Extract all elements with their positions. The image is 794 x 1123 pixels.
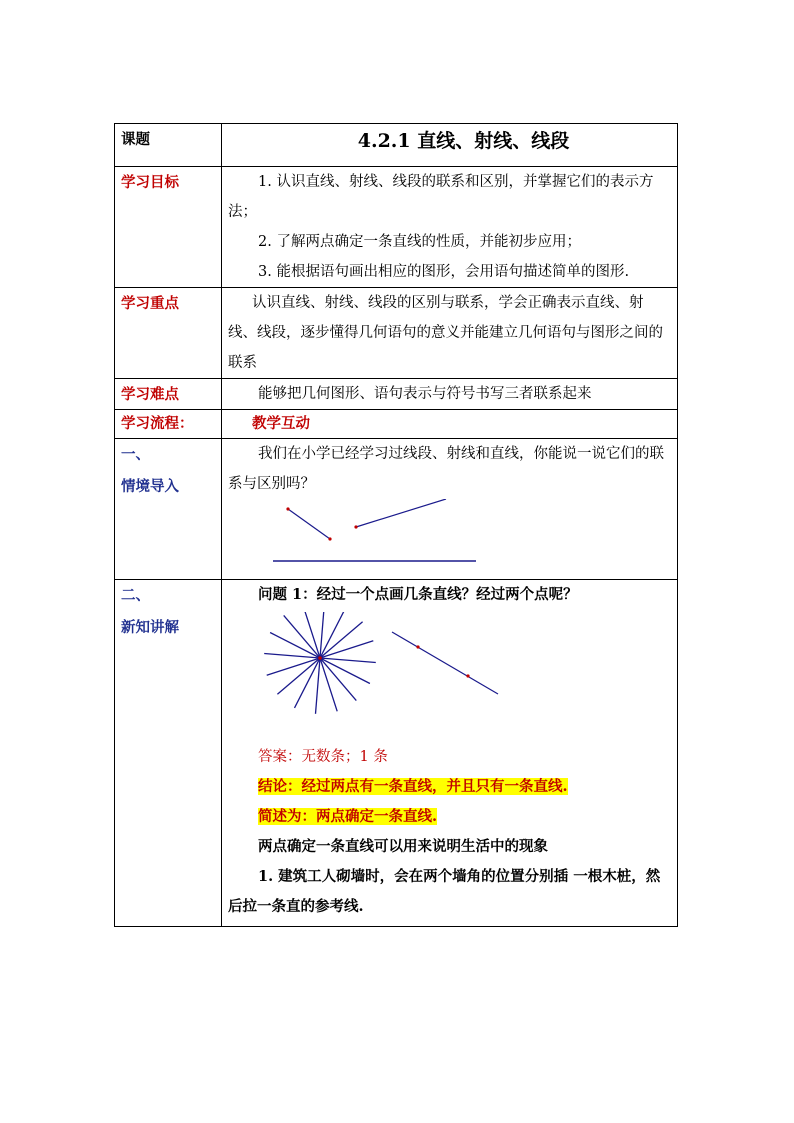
key-points-row [115,288,678,379]
section2-cell [222,580,678,927]
summary-text: 简述为：两点确定一条直线. [258,808,438,825]
lesson-title: 4.2.1 直线、射线、线段 [357,130,570,152]
section2-row [115,580,678,927]
lesson-plan-table [114,123,678,927]
application-text: 两点确定一条直线可以用来说明生活中的现象 [258,838,548,855]
header-row [115,124,678,167]
objectives-label: 学习目标 [115,167,222,288]
objectives-row [115,167,678,288]
question-1: 问题 1：经过一个点画几条直线？经过两个点呢？ [258,586,578,603]
conclusion-line [228,772,671,802]
topic-cell [222,124,678,167]
section2-label [115,580,222,927]
line-through-two-points [392,632,498,694]
summary-line [228,802,671,832]
objective-1: 1. 认识直线、射线、线段的联系和区别，并掌握它们的表示方法； [228,174,654,220]
section2-number: 二、 [121,587,150,604]
conclusion-text: 结论：经过两点有一条直线，并且只有一条直线. [258,778,568,795]
answer-text: 答案：无数条；1 条 [258,749,388,765]
flow-value: 教学互动 [252,415,310,432]
segment-endpoint-a [286,507,289,510]
flow-label: 学习流程： [115,410,222,439]
flow-cell [222,410,678,439]
point-b [466,674,469,677]
objectives-cell [222,167,678,288]
ray-endpoint [354,525,357,528]
section1-cell [222,439,678,580]
lines-through-points-figure [262,612,522,740]
difficulties-text: 能够把几何图形、语句表示与符号书写三者联系起来 [258,386,592,402]
segment-line [288,509,330,539]
difficulties-row [115,379,678,410]
ray-line [356,499,446,527]
point-a [416,645,419,648]
section1-row [115,439,678,580]
segment-ray-line-figure [268,499,498,579]
topic-label: 课题 [115,124,222,167]
objective-2: 2. 了解两点确定一条直线的性质，并能初步应用； [258,234,581,250]
difficulties-cell [222,379,678,410]
difficulties-label: 学习难点 [115,379,222,410]
key-points-cell [222,288,678,379]
lines-through-one-point [264,612,376,714]
objective-3: 3. 能根据语句画出相应的图形，会用语句描述简单的图形. [258,264,630,280]
section2-name: 新知讲解 [121,619,179,636]
segment-endpoint-b [328,537,331,540]
key-points-text: 认识直线、射线、线段的区别与联系，学会正确表示直线、射线、线段，逐步懂得几何语句的意义并能建立几何语句与图形之间的联系 [228,295,663,371]
section1-number: 一、 [121,446,150,463]
flow-row [115,410,678,439]
key-points-label: 学习重点 [115,288,222,379]
section1-label [115,439,222,580]
section1-text: 我们在小学已经学习过线段、射线和直线，你能说一说它们的联系与区别吗？ [228,446,664,492]
example-1-text: 1. 建筑工人砌墙时，会在两个墙角的位置分别插 一根木桩，然后拉一条直的参考线. [228,868,661,915]
section1-name: 情境导入 [121,478,179,495]
common-point [318,656,322,660]
